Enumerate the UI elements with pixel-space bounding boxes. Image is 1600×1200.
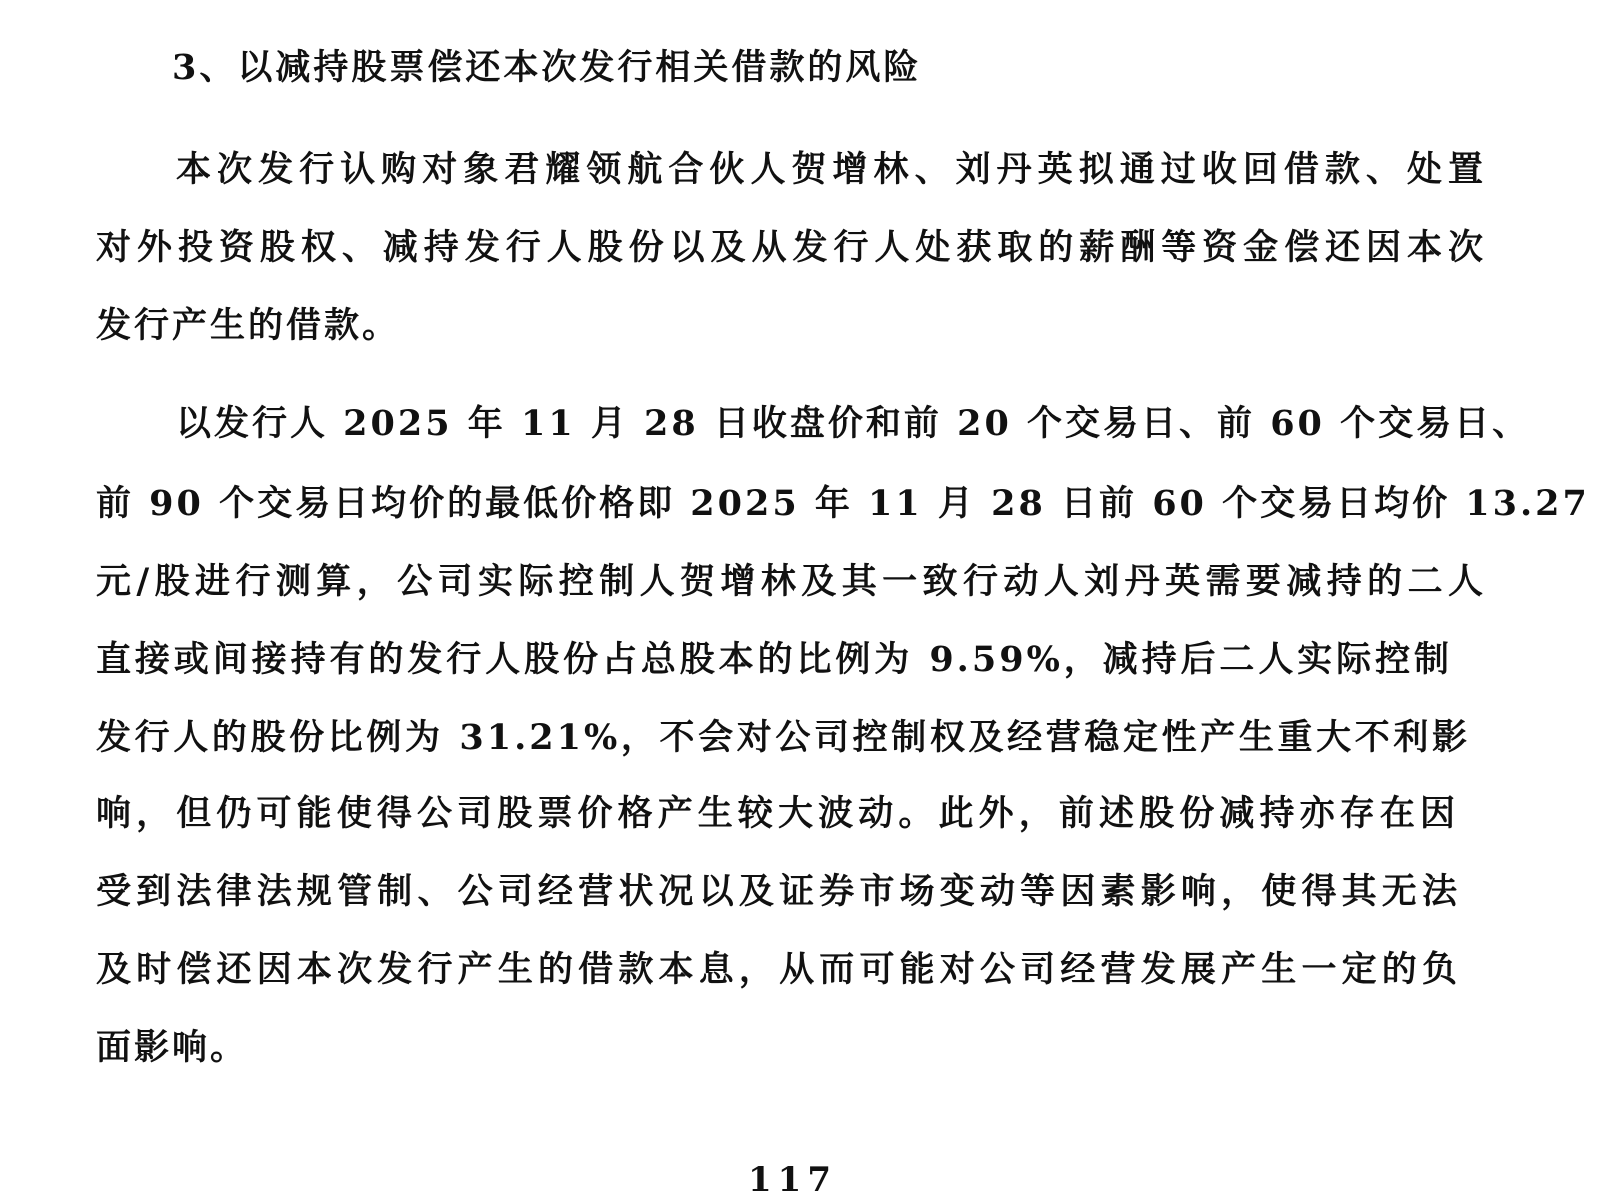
paragraph-2-line-1: 以发行人 2025 年 11 月 28 日收盘价和前 20 个交易日、前 60 个交易日、: [176, 403, 1531, 444]
paragraph-2-line-5: 发行人的股份比例为 31.21%，不会对公司控制权及经营稳定性产生重大不利影: [96, 717, 1470, 758]
paragraph-2-line-4: 直接或间接持有的发行人股份占总股本的比例为 9.59%，减持后二人实际控制: [96, 639, 1452, 680]
paragraph-2-line-7: 受到法律法规管制、公司经营状况以及证券市场变动等因素影响，使得其无法: [96, 871, 1460, 912]
paragraph-1-line-2: 对外投资股权、减持发行人股份以及从发行人处获取的薪酬等资金偿还因本次: [96, 227, 1486, 268]
paragraph-1-line-3: 发行产生的借款。: [96, 305, 401, 346]
paragraph-2-line-2: 前 90 个交易日均价的最低价格即 2025 年 11 月 28 日前 60 个交易日均价 13.27: [96, 483, 1590, 524]
paragraph-1-line-1: 本次发行认购对象君耀领航合伙人贺增林、刘丹英拟通过收回借款、处置: [176, 149, 1486, 190]
paragraph-2-line-8: 及时偿还因本次发行产生的借款本息，从而可能对公司经营发展产生一定的负: [96, 949, 1460, 990]
paragraph-2-line-9: 面影响。: [96, 1027, 249, 1068]
paragraph-2-line-6: 响，但仍可能使得公司股票价格产生较大波动。此外，前述股份减持亦存在因: [96, 793, 1458, 834]
page-number: 117: [748, 1160, 837, 1200]
section-heading: 3、以减持股票偿还本次发行相关借款的风险: [172, 47, 922, 88]
paragraph-2-line-3: 元/股进行测算，公司实际控制人贺增林及其一致行动人刘丹英需要减持的二人: [96, 561, 1486, 602]
